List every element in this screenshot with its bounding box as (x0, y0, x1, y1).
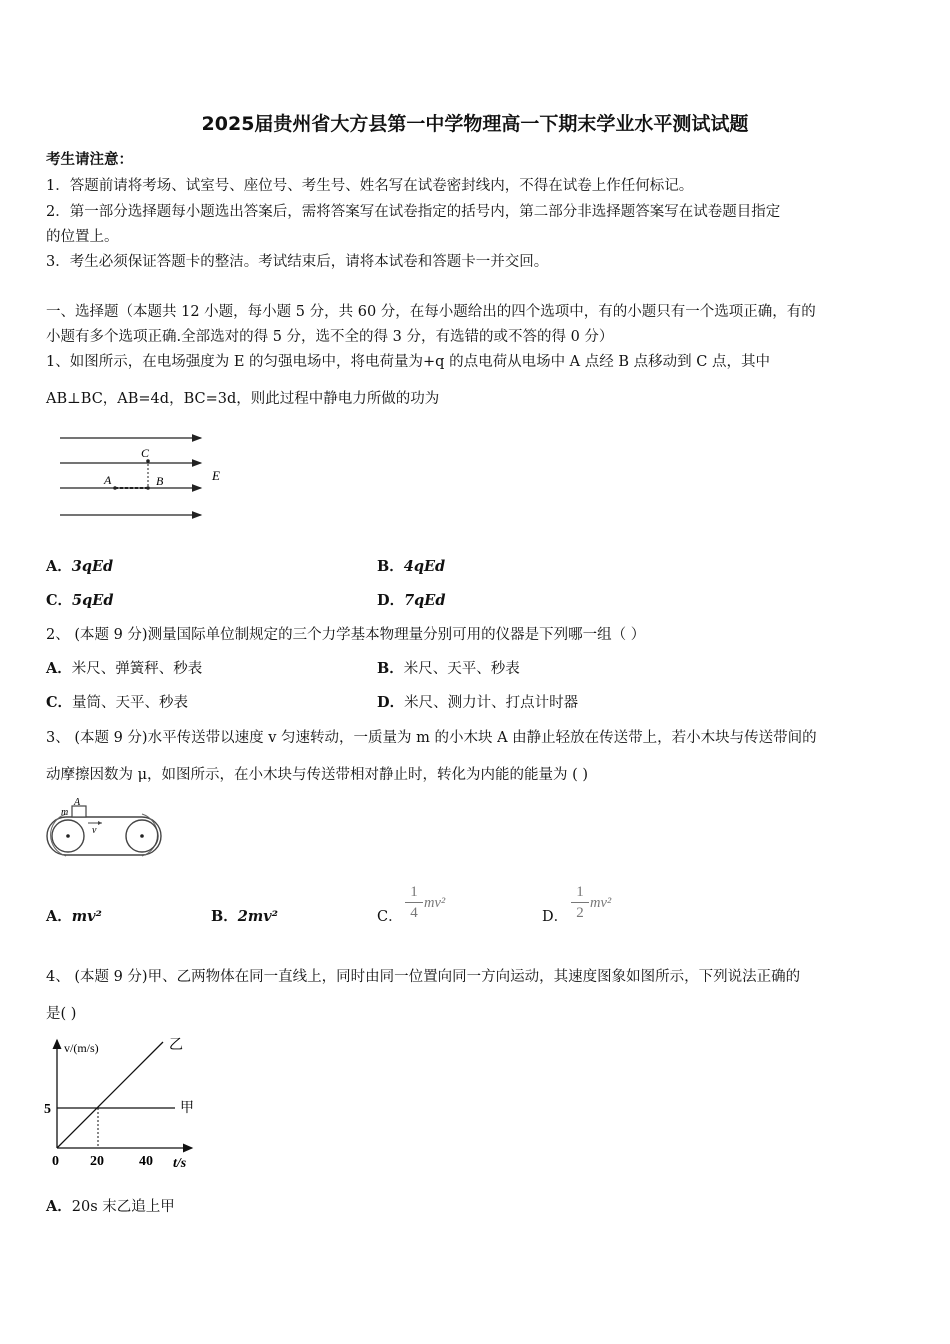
q1-option-a: A．3qEd (46, 558, 114, 575)
point-a (113, 486, 117, 490)
y-axis-label: v/(m/s) (64, 1041, 99, 1055)
q4-stem-line1: 4、 (本题 9 分)甲、乙两物体在同一直线上，同时由同一位置向同一方向运动，其速度图象如图所示，下列说法正确的 (46, 969, 801, 985)
notice-item-2: 2．第一部分选择题每小题选出答案后，需将答案写在试卷指定的括号内，第二部分非选择题答案写在试卷题目指定 (46, 204, 781, 220)
q3-option-a: A．mv² (46, 908, 102, 925)
line-yi-label: 乙 (169, 1038, 183, 1053)
label-c: C (141, 446, 150, 460)
q3-option-d-tail: mv² (590, 895, 612, 911)
q3-stem-line1: 3、 (本题 9 分)水平传送带以速度 v 匀速转动，一质量为 m 的小木块 A 由静止轻放在传送带上，若小木块与传送带间的 (46, 730, 817, 746)
q2-option-d: D．米尺、测力计、打点计时器 (377, 694, 579, 711)
q4-velocity-graph (40, 1030, 210, 1175)
q1-stem-line1: 1、如图所示，在电场强度为 E 的匀强电场中，将电荷量为+q 的点电荷从电场中 A 点经 B 点移动到 C 点，其中 (46, 354, 770, 370)
q3-stem-line2: 动摩擦因数为 μ，如图所示，在小木块与传送带相对静止时，转化为内能的能量为 ( ) (46, 767, 589, 783)
q4-option-a: A．20s 末乙追上甲 (46, 1198, 175, 1215)
q1-stem-line2: AB⊥BC，AB=4d，BC=3d，则此过程中静电力所做的功为 (46, 391, 440, 407)
q2-option-b: B．米尺、天平、秒表 (377, 660, 520, 677)
q3-option-c-tail: mv² (424, 895, 446, 911)
q2-option-c: C．量筒、天平、秒表 (46, 694, 189, 711)
notice-item-2-cont: 的位置上。 (46, 229, 119, 245)
y-tick-5: 5 (44, 1102, 51, 1117)
line-jia-label: 甲 (180, 1101, 194, 1116)
x-tick-20: 20 (90, 1154, 104, 1169)
notice-item-1: 1．答题前请将考场、试室号、座位号、考生号、姓名写在试卷密封线内，不得在试卷上作任何标记。 (46, 178, 694, 194)
x-tick-40: 40 (139, 1154, 153, 1169)
label-block-a: A (74, 797, 81, 808)
velocity-arrowhead (98, 821, 102, 825)
left-pulley-axle (66, 834, 70, 838)
q1-field-figure (55, 428, 235, 528)
notice-heading: 考生请注意： (46, 151, 133, 168)
q1-option-c: C．5qEd (46, 592, 114, 609)
q2-stem: 2、 (本题 9 分)测量国际单位制规定的三个力学基本物理量分别可用的仪器是下列哪一组（ ） (46, 627, 646, 643)
line-yi (57, 1042, 163, 1148)
q3-option-b: B．2mv² (211, 908, 278, 925)
q1-option-d: D．7qEd (377, 592, 446, 609)
label-velocity-v: v (92, 825, 97, 836)
q3-option-d-label: D． (542, 909, 569, 925)
notice-item-3: 3．考生必须保证答题卡的整洁。考试结束后，请将本试卷和答题卡一并交回。 (46, 254, 549, 270)
label-b: B (156, 474, 164, 488)
q3-option-c-label: C． (377, 909, 403, 925)
conveyor-belt (47, 817, 161, 855)
label-a: A (104, 473, 112, 487)
section1-line1: 一、选择题（本题共 12 小题，每小题 5 分，共 60 分，在每小题给出的四个选项中，有的小题只有一个选项正确，有的 (46, 304, 816, 320)
q3-option-d-fraction: 1 2 (571, 884, 589, 921)
q3-conveyor-figure (44, 795, 169, 857)
q1-option-b: B．4qEd (377, 558, 446, 575)
x-tick-0: 0 (52, 1154, 59, 1169)
x-axis-label: t/s (173, 1156, 187, 1171)
right-pulley-axle (140, 834, 144, 838)
page-title: 2025届贵州省大方县第一中学物理高一下期末学业水平测试试题 (201, 113, 749, 135)
label-e: E (212, 468, 220, 483)
section1-line2: 小题有多个选项正确.全部选对的得 5 分，选不全的得 3 分，有选错的或不答的得 0 分） (46, 329, 614, 345)
label-mass-m: m (61, 807, 69, 818)
q2-option-a: A．米尺、弹簧秤、秒表 (46, 660, 203, 677)
point-b (146, 486, 150, 490)
q4-stem-line2: 是( ) (46, 1006, 77, 1022)
q3-option-c-fraction: 1 4 (405, 884, 423, 921)
